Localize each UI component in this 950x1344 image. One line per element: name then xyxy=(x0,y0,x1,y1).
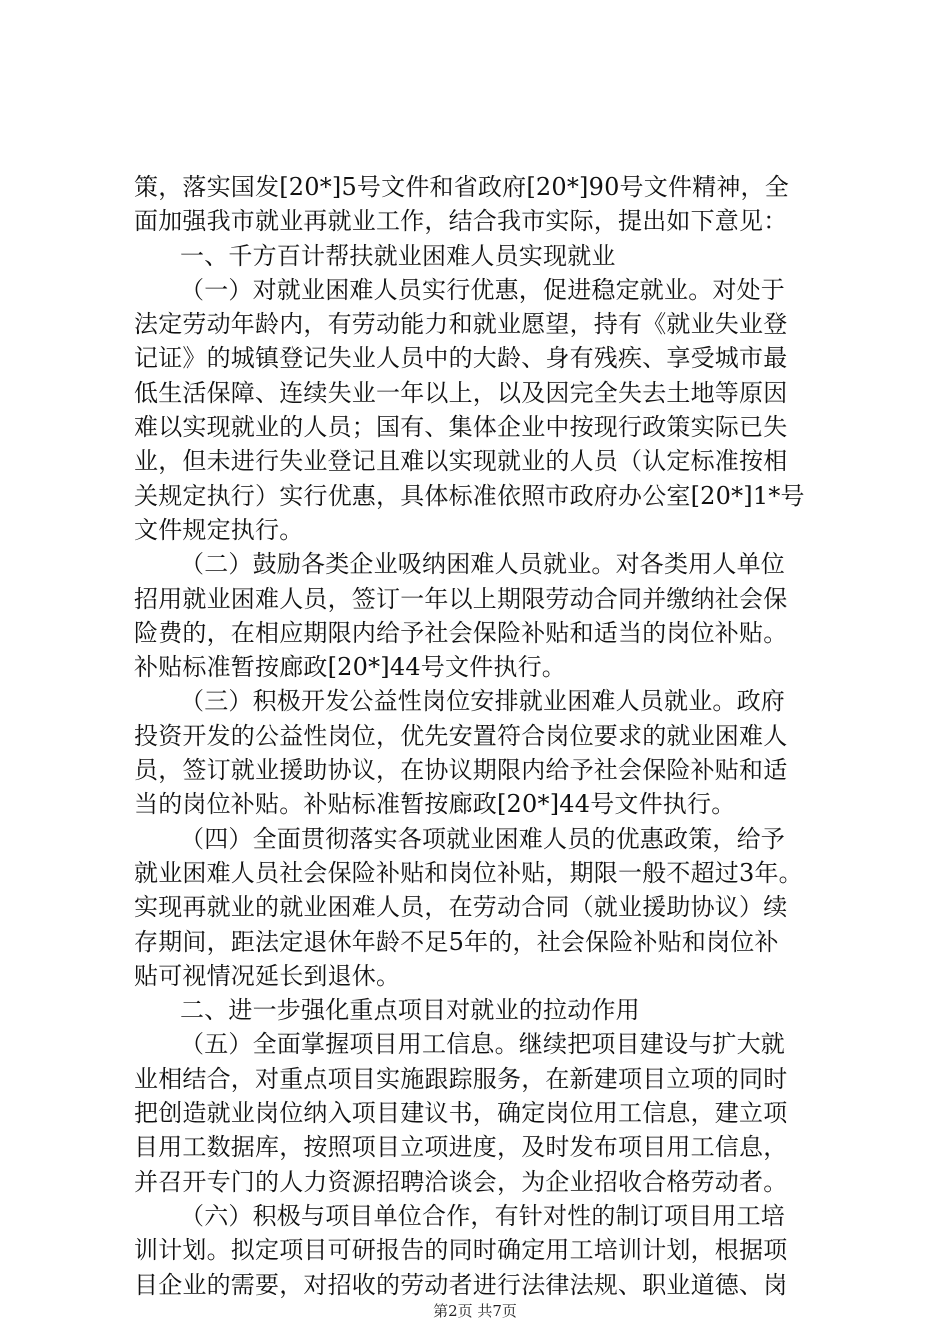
text-line: 招用就业困难人员，签订一年以上期限劳动合同并缴纳社会保 xyxy=(134,584,788,613)
text-line: 险费的，在相应期限内给予社会保险补贴和适当的岗位补贴。 xyxy=(134,618,788,647)
text-line: 业相结合，对重点项目实施跟踪服务，在新建项目立项的同时 xyxy=(134,1064,788,1093)
text-line: 存期间，距法定退休年龄不足5年的，社会保险补贴和岗位补 xyxy=(134,927,779,956)
text-line: 训计划。拟定项目可研报告的同时确定用工培训计划，根据项 xyxy=(134,1236,788,1265)
section-heading: 二、进一步强化重点项目对就业的拉动作用 xyxy=(180,996,640,1025)
text-line: （五）全面掌握项目用工信息。继续把项目建设与扩大就 xyxy=(180,1030,785,1059)
text-line: 面加强我市就业再就业工作，结合我市实际，提出如下意见： xyxy=(134,207,788,236)
text-line: 业，但未进行失业登记且难以实现就业的人员（认定标准按相 xyxy=(134,447,788,476)
text-line: （六）积极与项目单位合作，有针对性的制订项目用工培 xyxy=(180,1201,785,1230)
text-line: 投资开发的公益性岗位，优先安置符合岗位要求的就业困难人 xyxy=(134,721,788,750)
text-line: 并召开专门的人力资源招聘洽谈会，为企业招收合格劳动者。 xyxy=(134,1167,788,1196)
text-line: （一）对就业困难人员实行优惠，促进稳定就业。对处于 xyxy=(180,275,785,304)
text-line: 贴可视情况延长到退休。 xyxy=(134,961,401,990)
section-heading: 一、千方百计帮扶就业困难人员实现就业 xyxy=(180,241,616,270)
text-line: 目用工数据库，按照项目立项进度，及时发布项目用工信息， xyxy=(134,1133,788,1162)
text-line: （二）鼓励各类企业吸纳困难人员就业。对各类用人单位 xyxy=(180,550,785,579)
text-line: 实现再就业的就业困难人员，在劳动合同（就业援助协议）续 xyxy=(134,893,788,922)
text-line: 补贴标准暂按廊政[20*]44号文件执行。 xyxy=(134,653,567,682)
text-line: 把创造就业岗位纳入项目建议书，确定岗位用工信息，建立项 xyxy=(134,1099,788,1128)
text-line: 员，签订就业援助协议，在协议期限内给予社会保险补贴和适 xyxy=(134,756,788,785)
text-line: 法定劳动年龄内，有劳动能力和就业愿望，持有《就业失业登 xyxy=(134,310,788,339)
text-line: 低生活保障、连续失业一年以上，以及因完全失去土地等原因 xyxy=(134,378,788,407)
text-line: （四）全面贯彻落实各项就业困难人员的优惠政策，给予 xyxy=(180,824,785,853)
text-line: 就业困难人员社会保险补贴和岗位补贴，期限一般不超过3年。 xyxy=(134,858,803,887)
text-line: 策，落实国发[20*]5号文件和省政府[20*]90号文件精神，全 xyxy=(134,173,789,201)
text-line: （三）积极开发公益性岗位安排就业困难人员就业。政府 xyxy=(180,687,785,716)
text-line: 文件规定执行。 xyxy=(134,515,304,544)
text-line: 难以实现就业的人员；国有、集体企业中按现行政策实际已失 xyxy=(134,413,788,442)
document-body xyxy=(134,170,834,1302)
text-line: 关规定执行）实行优惠，具体标准依照市政府办公室[20*]1*号 xyxy=(134,481,805,510)
page-footer: 第2页 共7页 xyxy=(433,1302,517,1320)
text-line: 目企业的需要，对招收的劳动者进行法律法规、职业道德、岗 xyxy=(134,1270,788,1299)
text-line: 记证》的城镇登记失业人员中的大龄、身有残疾、享受城市最 xyxy=(134,344,788,373)
text-line: 当的岗位补贴。补贴标准暂按廊政[20*]44号文件执行。 xyxy=(134,790,736,819)
